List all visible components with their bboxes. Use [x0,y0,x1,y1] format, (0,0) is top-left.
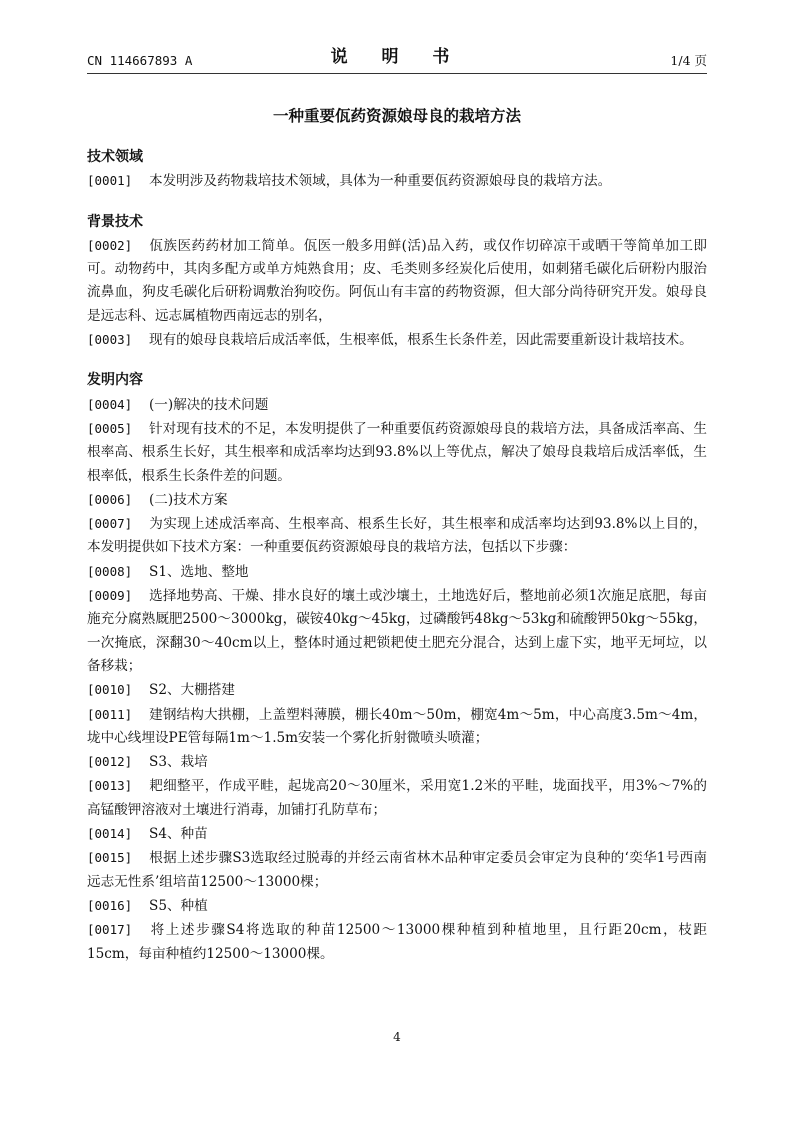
paragraph-number: [0010] [87,682,133,698]
paragraph-number: [0013] [87,778,133,794]
paragraph-text: 将上述步骤S4将选取的种苗12500～13000棵种植到种植地里，且行距20cm，枝距15cm，每亩种植约12500～13000棵。 [87,922,707,962]
paragraph [87,703,707,751]
paragraph-text: (一)解决的技术问题 [149,396,269,413]
paragraph-number: [0015] [87,850,133,866]
paragraph-text: 佤族医药药材加工简单。佤医一般多用鲜(活)品入药，或仅作切碎凉干或晒干等简单加工即可。动物药中，其肉多配方或单方炖熟食用；皮、毛类则多经炭化后使用，如刺猪毛碳化后研粉内服治流鼻血，狗皮毛碳化后研粉调敷治狗咬伤。阿佤山有丰富的药物资源，但大部分尚待研究开发。娘母良是远志科、远志属植物西南远志的别名， [87,237,707,324]
paragraph-text: 根据上述步骤S3选取经过脱毒的并经云南省林木品种审定委员会审定为良种的‘奕华1号西南远志无性系’组培苗12500～13000棵； [87,850,707,890]
paragraph [87,584,707,678]
paragraph [87,678,707,702]
paragraph-text: 选择地势高、干燥、排水良好的壤土或沙壤土，土地选好后，整地前必须1次施足底肥，每亩施充分腐熟厩肥2500～3000kg，碳铵40kg～45kg，过磷酸钙48kg～53kg和硫酸钾50kg～55kg，一次掩底，深翻30～40cm以上，整体时通过耙锁耙使土肥充分混合，达到上虚下实，地平无坷垃，以备移栽； [87,588,707,674]
paragraph [87,560,707,584]
paragraph [87,918,707,966]
paragraph [87,488,707,512]
document-type-heading: 说 明 书 [330,47,464,67]
paragraph [87,328,707,352]
page-number: 4 [393,1030,401,1044]
paragraph-text: S5、种植 [149,897,208,914]
section-heading: 技术领域 [87,149,143,165]
paragraph-number: [0001] [87,173,133,189]
page-info: 1/4 页 [670,53,707,68]
paragraph-number: [0011] [87,706,133,722]
paragraph-text: 建钢结构大拱棚，上盖塑料薄膜，棚长40m～50m，棚宽4m～5m，中心高度3.5m～4m，垅中心线埋设PE管每隔1m～1.5m安装一个雾化折射微喷头喷灌； [87,706,707,746]
paragraph-text: S2、大棚搭建 [149,682,235,699]
paragraph-text: S4、种苗 [149,826,208,843]
paragraph-text: 耙细整平，作成平畦，起垅高20～30厘米，采用宽1.2米的平畦，垅面找平，用3%～7%的高锰酸钾溶液对土壤进行消毒，加铺打孔防草布； [87,778,707,818]
paragraph [87,822,707,846]
paragraph [87,417,707,488]
paragraph-number: [0004] [87,396,133,412]
document-title: 一种重要佤药资源娘母良的栽培方法 [272,107,521,125]
paragraph [87,169,707,193]
header-rule [87,73,707,74]
paragraph-number: [0014] [87,826,133,842]
paragraph-number: [0017] [87,922,133,938]
paragraph-number: [0006] [87,491,133,507]
document-body [87,146,707,966]
paragraph-text: (二)技术方案 [149,491,228,508]
section-heading: 发明内容 [87,372,143,389]
patent-number: CN 114667893 A [87,53,193,68]
paragraph [87,846,707,894]
paragraph-number: [0002] [87,237,133,253]
paragraph-number: [0012] [87,754,133,770]
paragraph-text: 本发明涉及药物栽培技术领域，具体为一种重要佤药资源娘母良的栽培方法。 [149,173,612,190]
paragraph [87,894,707,918]
paragraph [87,750,707,774]
paragraph-number: [0009] [87,588,133,604]
paragraph-number: [0005] [87,420,133,436]
paragraph-text: 为实现上述成活率高、生根率高、根系生长好，其生根率和成活率均达到93.8%以上目的，本发明提供如下技术方案：一种重要佤药资源娘母良的栽培方法，包括以下步骤： [87,516,707,556]
paragraph-number: [0008] [87,563,133,579]
paragraph [87,393,707,417]
paragraph [87,234,707,328]
paragraph-text: S1、选地、整地 [149,563,249,580]
paragraph-text: 针对现有技术的不足，本发明提供了一种重要佤药资源娘母良的栽培方法，具备成活率高、生根率高、根系生长好，其生根率和成活率均达到93.8%以上等优点，解决了娘母良栽培后成活率低，生根率低，根系生长条件差的问题。 [87,420,707,484]
paragraph-number: [0007] [87,516,133,532]
paragraph [87,512,707,560]
paragraph-number: [0016] [87,897,133,913]
section-heading: 背景技术 [87,213,143,230]
paragraph-number: [0003] [87,332,133,348]
paragraph-text: S3、栽培 [149,754,208,771]
paragraph [87,774,707,822]
paragraph-text: 现有的娘母良栽培后成活率低，生根率低，根系生长条件差，因此需要重新设计栽培技术。 [149,332,693,349]
